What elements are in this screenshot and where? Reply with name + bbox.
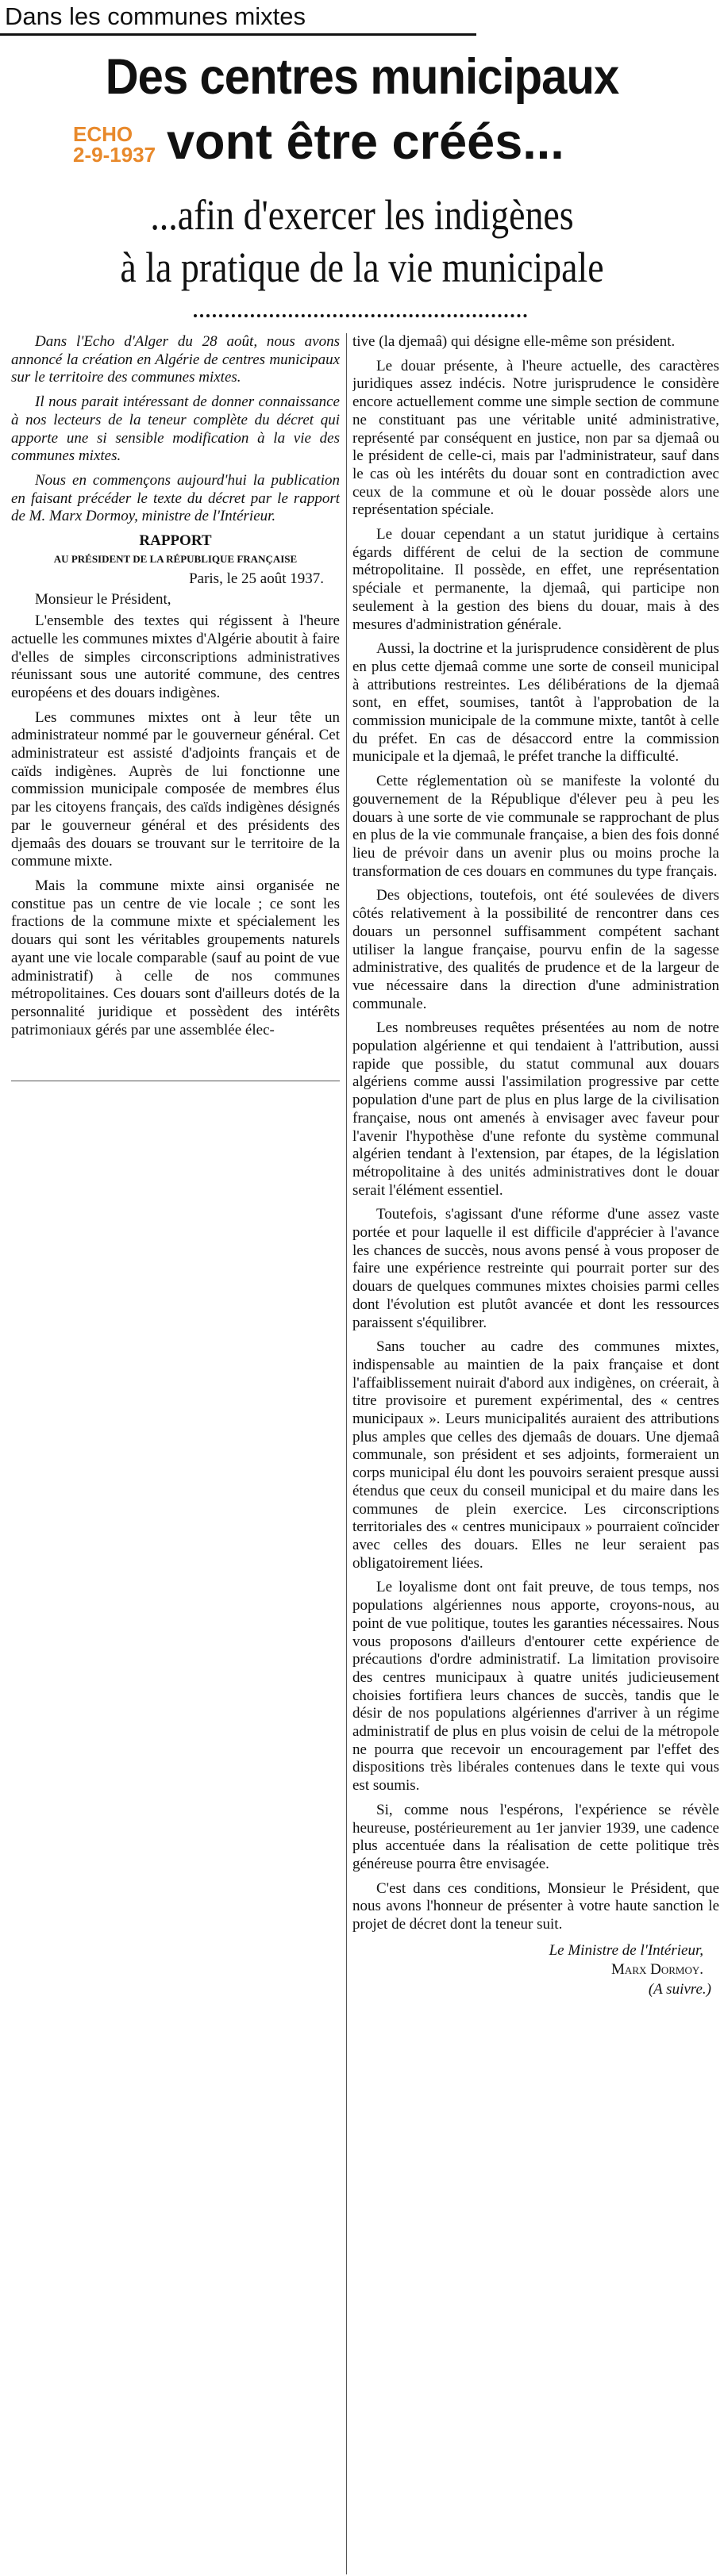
body-paragraph: Toutefois, s'agissant d'une réforme d'une assez vaste portée et pour laquelle il est difficile d'apprécier à l'avance les chances de succès, nous avons pensé à vous proposer de faire une expérience restreinte qui pourrait porter sur des douars de quelques communes mixtes choisies parmi celles dont l'évolution est plutôt avancée et dont les ressources paraissent s'équilibrer. — [352, 1206, 719, 1331]
salutation: Monsieur le Président, — [35, 591, 171, 608]
intro-paragraph-2: Il nous parait intéressant de donner connaissance à nos lecteurs de la teneur complète du décret qui apporte une si sensible modification à la vie des communes mixtes. — [11, 394, 340, 465]
body-paragraph: Si, comme nous l'espérons, l'expérience se révèle heureuse, postérieurement au 1er janvier 1939, une cadence plus accentuée dans la réalisation de cette politique très généreuse pourra être envisagée. — [352, 1801, 719, 1872]
body-paragraph: Sans toucher au cadre des communes mixtes, indispensable au maintien de la paix française et dont l'affaiblissement nuirait d'abord aux indigènes, on créerait, à titre provisoire et purement expérimental, des « centres municipaux ». Leurs municipalités auraient des attributions plus amples que celles des djemaâs de douars. Une djemaâ communale, son président et ses adjoints, formeraient un corps municipal élu dont les pouvoirs seraient presque aussi étendus que ceux du conseil municipal et du maire dans les communes de plein exercice. Les circonscriptions territoriales des « centres municipaux » pourraient coïncider avec celles des douars. Elles ne leur seraient pas obligatoirement liées. — [352, 1338, 719, 1572]
section-rubric — [0, 0, 476, 36]
signature-name: Marx Dormoy. — [611, 1961, 703, 1979]
column-separator — [346, 333, 347, 2574]
report-title: RAPPORT — [139, 532, 212, 550]
rubric-text: Dans les communes mixtes — [5, 2, 306, 30]
headline-line-2: vont être créés... — [167, 114, 564, 170]
signature-role: Le Ministre de l'Intérieur, — [549, 1941, 703, 1959]
article-column-1 — [11, 333, 340, 1079]
report-addressee: AU PRÉSIDENT DE LA RÉPUBLIQUE FRANÇAISE — [53, 552, 298, 565]
to-be-continued: (A suivre.) — [648, 1981, 711, 1998]
body-paragraph: Aussi, la doctrine et la jurisprudence considèrent de plus en plus cette djemaâ comme une sorte de conseil municipal à attributions restreintes. Les délibérations de la djemaâ sont, en effet, soumises, tantôt à l'approbation de la commission municipale de la commune mixte, tantôt à celle du préfet. En cas de désaccord entre la commission municipale et la djemaâ, le préfet tranche la difficulté. — [352, 640, 719, 766]
body-paragraph: C'est dans ces conditions, Monsieur le Président, que nous avons l'honneur de présenter à votre haute sanction le projet de décret dont la teneur suit. — [352, 1879, 719, 1933]
intro-paragraph-1: Dans l'Echo d'Alger du 28 août, nous avons annoncé la création en Algérie de centres municipaux sur le territoire des communes mixtes. — [11, 333, 340, 386]
archive-stamp — [73, 124, 156, 165]
body-paragraph: tive (la djemaâ) qui désigne elle-même son président. — [352, 333, 676, 350]
intro-paragraph-3: Nous en commençons aujourd'hui la publication en faisant précéder le texte du décret par le rapport de M. Marx Dormoy, ministre de l'Intérieur. — [11, 471, 340, 525]
body-paragraph: Le douar cependant a un statut juridique à certains égards différent de celui de la section de commune métropolitaine. Il possède, en effet, une représentation spéciale et permanente, la djemaâ, qui participe non seulement à la gestion des biens du douar, mais à des mesures d'administration générale. — [352, 526, 719, 633]
stamp-source: ECHO — [73, 122, 133, 146]
body-paragraph: Le douar présente, à l'heure actuelle, des caractères juridiques assez indécis. Notre jurisprudence le considère encore actuellement comme une simple section de commune ne constituant pas une véritable unité administrative, représenté par conséquent en justice, non par sa djemaâ ou le président de celle-ci, mais par l'administrateur, sauf dans le cas où les intérêts du douar sont en contradiction avec ceux de la commune et où le douar possède alors une représentation spéciale. — [352, 357, 719, 519]
article-column-2 — [352, 333, 719, 2574]
dateline: Paris, le 25 août 1937. — [189, 570, 324, 587]
body-paragraph: Le loyalisme dont ont fait preuve, de tous temps, nos populations algériennes nous apporte, croyons-nous, au point de vue politique, toutes les garanties nécessaires. Nous vous proposons d'ailleurs d'entourer cette expérience de précautions d'ordre administratif. La limitation provisoire des centres municipaux à quatre unités judicieusement choisies fortifiera leurs chances de succès, tandis que le désir de nos populations algériennes d'arriver à un régime administratif de plus en plus voisin de celui de la métropole ne pourra que recevoir un encouragement par l'effet des dispositions très libérales contenues dans le texte qui vous est soumis. — [352, 1579, 719, 1795]
body-paragraph: L'ensemble des textes qui régissent à l'heure actuelle les communes mixtes d'Algérie aboutit à faire d'elles de simples circonscriptions administratives réunissant sous une autorité commune, des centres européens et des douars indigènes. — [11, 612, 340, 701]
body-paragraph: Mais la commune mixte ainsi organisée ne constitue pas un centre de vie locale ; ce sont les fractions de la commune mixte et spécialement les douars qui sont les véritables groupements naturels ayant une vie locale comparable (sauf au point de vue administratif) à celle de nos communes métropolitaines. Ces douars sont d'ailleurs dotés de la personnalité juridique et possèdent des intérêts patrimoniaux gérés par une assemblée élec- — [11, 877, 340, 1038]
body-paragraph: Des objections, toutefois, ont été soulevées de divers côtés relativement à la possibilité de rencontrer dans ces douars un personnel suffisamment compétent sachant utiliser la langue française, pourvu enfin de la sagesse administrative, des qualités de prudence et de la largeur de vue nécessaire dans la direction d'une administration communale. — [352, 887, 719, 1012]
subheadline — [67, 189, 656, 294]
subheadline-line-1: ...afin d'exercer les indigènes — [150, 191, 574, 239]
stamp-date: 2-9-1937 — [73, 143, 156, 167]
dotted-divider — [194, 314, 527, 317]
headline-line-1: Des centres municipaux — [105, 49, 619, 105]
body-paragraph: Cette réglementation où se manifeste la volonté du gouvernement de la République d'élever peu à peu les douars à une sorte de vie communale se rapprochant de plus en plus de la vie communale française, a bien des fois donné lieu de prévoir dans un avenir plus ou moins proche la transformation de ces douars en communes du type français. — [352, 773, 719, 880]
subheadline-line-2: à la pratique de la vie municipale — [120, 244, 604, 291]
body-paragraph: Les nombreuses requêtes présentées au nom de notre population algérienne et qui tendaient à l'attribution, aussi rapide que possible, du statut communal aux douars algériens comme aussi l'assimilation progressive par cette population d'une part de plus en plus large de la civilisation française, nous ont amenés à envisager avec faveur pour l'avenir l'hypothèse d'une refonte du système communal algérien tendant à l'extension, par étapes, de la législation métropolitaine à des unités administratives dont le douar serait l'élément essentiel. — [352, 1019, 719, 1199]
body-paragraph: Les communes mixtes ont à leur tête un administrateur nommé par le gouverneur général. Cet administrateur est assisté d'adjoints français et de caïds indigènes. Auprès de lui fonctionne une commission municipale composée de membres élus par les citoyens français, des caïds indigènes désignés par le gouverneur général et des présidents des djemaâs des douars se trouvant sur le territoire de la commune mixte. — [11, 708, 340, 870]
